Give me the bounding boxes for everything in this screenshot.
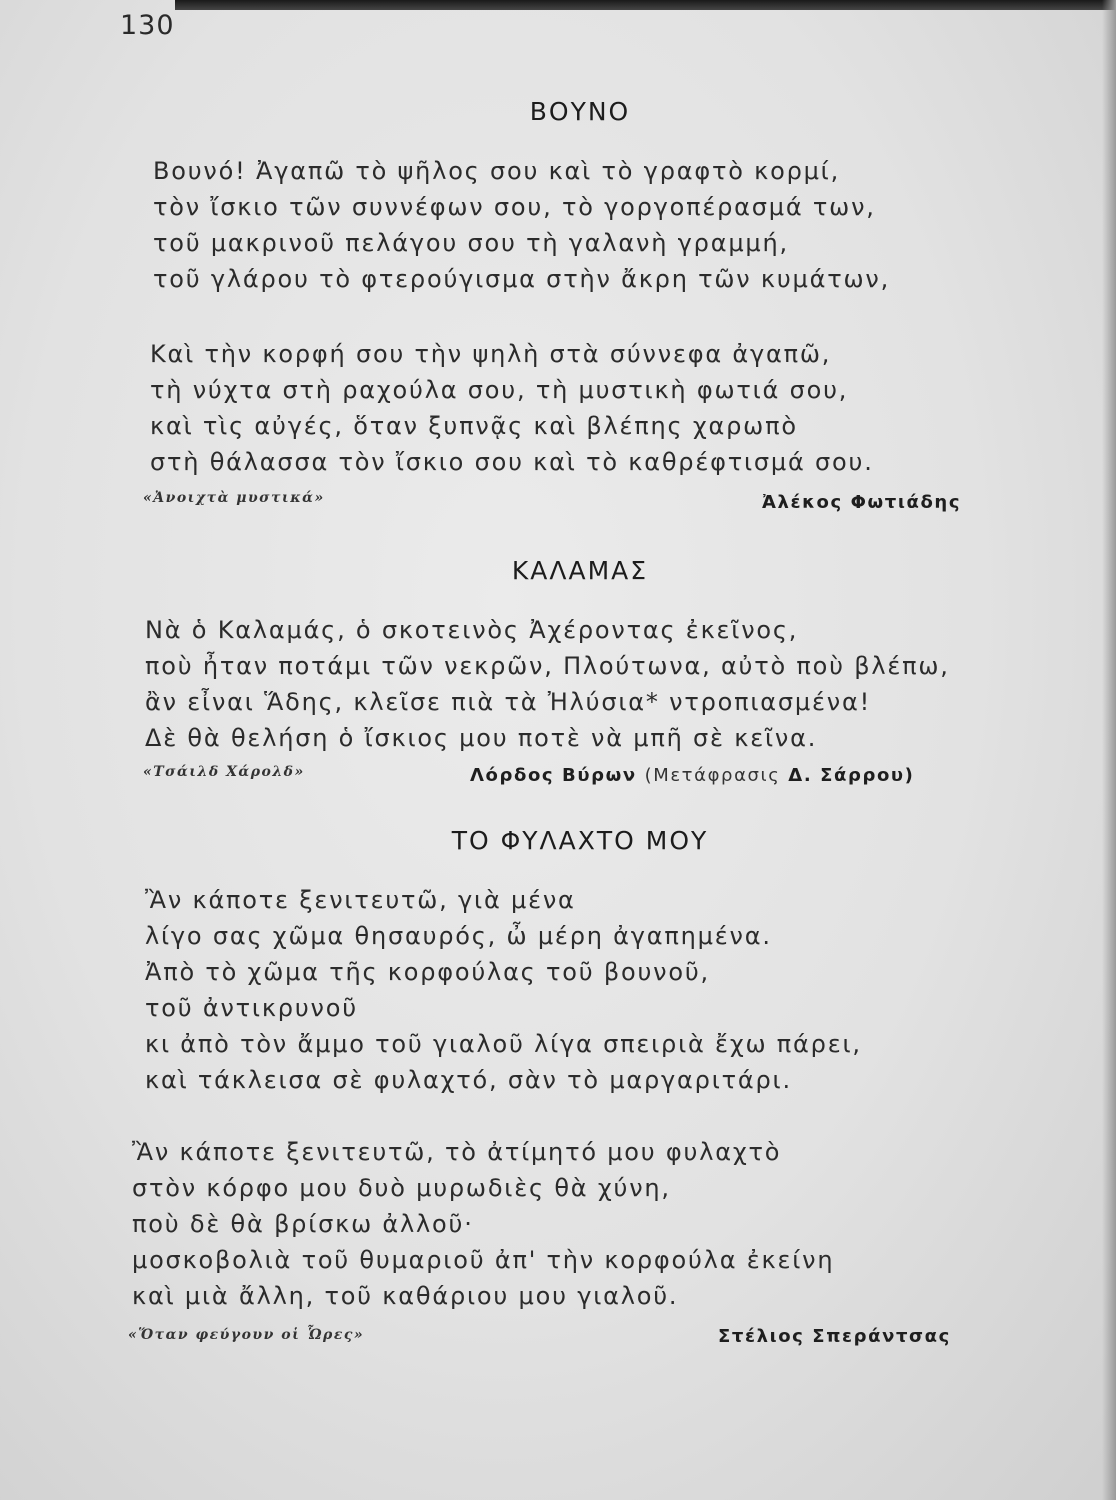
poem-kalamas-author: Λόρδος Βύρων <box>470 765 637 786</box>
poem-kalamas-attribution <box>470 765 915 786</box>
poem-kalamas-translator: Δ. Σάρρου) <box>788 765 915 786</box>
verse-line: Βουνό! Ἀγαπῶ τὸ ψῆλος σου καὶ τὸ γραφτὸ κορμί, <box>153 157 841 185</box>
verse-line: στὸν κόρφο μου δυὸ μυρωδιὲς θὰ χύνη, <box>132 1174 671 1202</box>
verse-line: τὴ νύχτα στὴ ραχούλα σου, τὴ μυστικὴ φωτιά σου, <box>150 376 849 404</box>
verse-line: Καὶ τὴν κορφή σου τὴν ψηλὴ στὰ σύννεφα ἀγαπῶ, <box>150 340 832 368</box>
verse-line: καὶ τάκλεισα σὲ φυλαχτό, σὰν τὸ μαργαριτάρι. <box>145 1066 792 1094</box>
poem-fylachto-author: Στέλιος Σπεράντσας <box>718 1326 951 1347</box>
verse-line: ποὺ δὲ θὰ βρίσκω ἀλλοῦ· <box>132 1210 474 1238</box>
verse-line: Ἀπὸ τὸ χῶμα τῆς κορφούλας τοῦ βουνοῦ, <box>145 958 710 986</box>
poem-fylachto-source: «Ὅταν φεύγουν οἱ Ὧρες» <box>128 1327 365 1343</box>
verse-line: ποὺ ἦταν ποτάμι τῶν νεκρῶν, Πλούτωνα, αὐτὸ ποὺ βλέπω, <box>145 652 950 680</box>
verse-line: κι ἀπὸ τὸν ἄμμο τοῦ γιαλοῦ λίγα σπειριὰ ἔχω πάρει, <box>145 1030 862 1058</box>
poem-kalamas-source: «Τσάιλδ Χάρολδ» <box>143 764 305 780</box>
verse-line: στὴ θάλασσα τὸν ἴσκιο σου καὶ τὸ καθρέφτισμά σου. <box>150 448 874 476</box>
verse-line: τοῦ μακρινοῦ πελάγου σου τὴ γαλανὴ γραμμή, <box>153 229 789 257</box>
poem-vouno-author: Ἀλέκος Φωτιάδης <box>762 492 962 513</box>
verse-line: λίγο σας χῶμα θησαυρός, ὦ μέρη ἀγαπημένα. <box>145 922 772 950</box>
page-top-shadow <box>175 0 1116 10</box>
verse-line: καὶ τὶς αὐγές, ὅταν ξυπνᾷς καὶ βλέπης χαρωπὸ <box>150 412 798 440</box>
page-number: 130 <box>120 10 175 41</box>
verse-line: Δὲ θὰ θελήση ὁ ἴσκιος μου ποτὲ νὰ μπῆ σὲ κεῖνα. <box>145 724 818 752</box>
verse-line: Ἂν κάποτε ξενιτευτῶ, γιὰ μένα <box>145 886 576 914</box>
poem-vouno-stanza-1 <box>153 153 890 297</box>
verse-line: ἂν εἶναι Ἅδης, κλεῖσε πιὰ τὰ Ἠλύσια* ντροπιασμένα! <box>145 688 871 716</box>
verse-line: Νὰ ὁ Καλαμάς, ὁ σκοτεινὸς Ἀχέροντας ἐκεῖνος, <box>145 616 799 644</box>
verse-line: τὸν ἴσκιο τῶν συννέφων σου, τὸ γοργοπέρασμά των, <box>153 193 876 221</box>
page-right-shadow <box>1102 0 1116 1500</box>
poem-title-fylachto: ΤΟ ΦΥΛΑΧΤΟ ΜΟΥ <box>451 826 709 855</box>
poem-fylachto-stanza-2 <box>132 1134 834 1314</box>
verse-line: μοσκοβολιὰ τοῦ θυμαριοῦ ἀπ' τὴν κορφούλα ἐκείνη <box>132 1246 835 1274</box>
poem-vouno-stanza-2 <box>150 336 874 480</box>
verse-line: τοῦ γλάρου τὸ φτερούγισμα στὴν ἄκρη τῶν κυμάτων, <box>153 265 891 293</box>
poem-title-vouno: ΒΟΥΝΟ <box>529 97 631 126</box>
poem-vouno-source: «Ἀνοιχτὰ μυστικά» <box>143 490 325 506</box>
poem-kalamas-stanza-1 <box>145 612 950 756</box>
poem-fylachto-stanza-1 <box>145 882 862 1098</box>
verse-line: τοῦ ἀντικρυνοῦ <box>145 994 358 1022</box>
translation-label: (Μετάφρασις <box>644 765 781 786</box>
poem-title-kalamas: ΚΑΛΑΜΑΣ <box>511 556 649 585</box>
verse-line: καὶ μιὰ ἄλλη, τοῦ καθάριου μου γιαλοῦ. <box>132 1282 679 1310</box>
verse-line: Ἂν κάποτε ξενιτευτῶ, τὸ ἀτίμητό μου φυλαχτὸ <box>132 1138 782 1166</box>
